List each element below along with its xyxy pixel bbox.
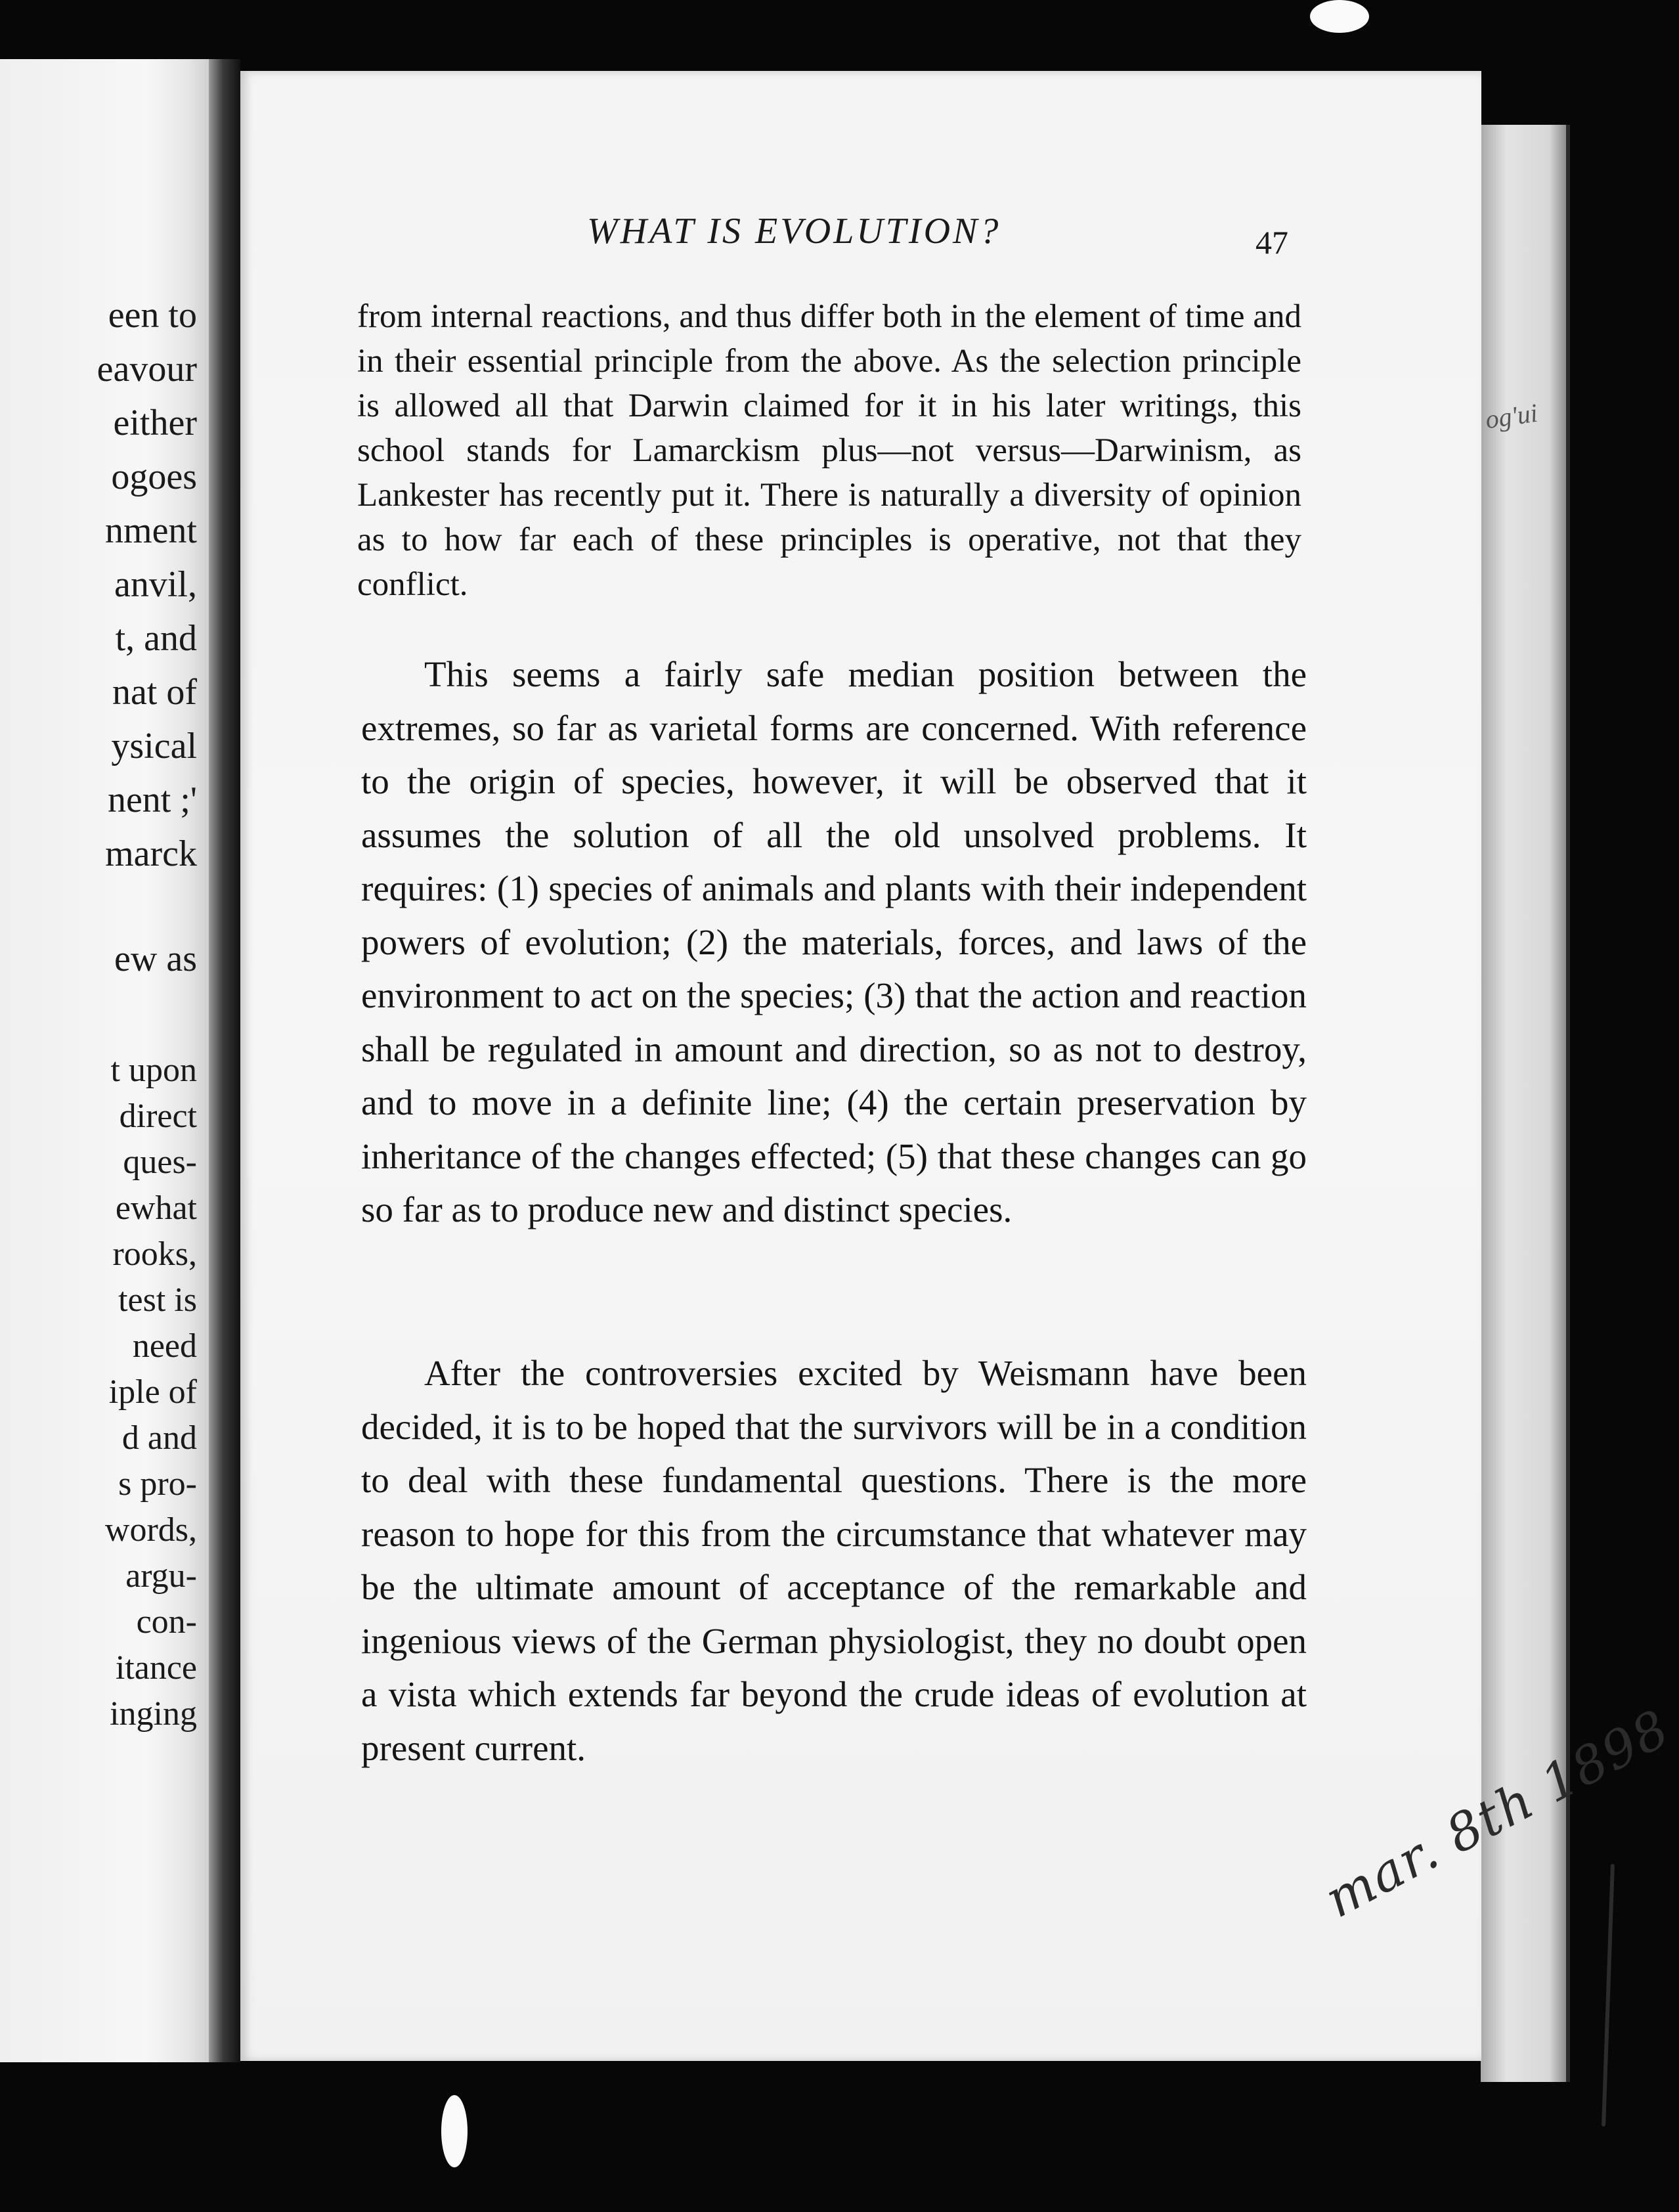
paragraph (361, 648, 1307, 1237)
facing-line: direct (119, 1097, 197, 1135)
facing-page-text (0, 59, 197, 2029)
scan-speck-icon (441, 2095, 468, 2167)
facing-line: ysical (111, 726, 197, 766)
facing-line: s pro- (118, 1465, 197, 1503)
facing-line: anvil, (114, 564, 197, 605)
facing-line: d and (121, 1419, 197, 1457)
handwritten-date-note: mar. 8th 1898 (1315, 1698, 1679, 1930)
facing-line: rooks, (112, 1235, 197, 1273)
facing-line: itance (115, 1649, 197, 1687)
facing-line: iple of (108, 1373, 197, 1411)
facing-line: words, (104, 1511, 197, 1549)
paragraph-text: from internal reactions, and thus differ both in the element of time and in their essential principle from the above. As the selection principle is allowed all that Darwin claimed for it in his later writings, this school stands for Lamarckism plus—not versus—Darwinism, as Lankester has recently put it. There is naturally a diversity of opinion as to how far each of these principles is operative, not that they conflict. (357, 298, 1301, 603)
facing-line: t upon (110, 1051, 197, 1089)
facing-line: nment (105, 510, 197, 551)
margin-scribble: og'ui (1483, 397, 1540, 435)
facing-line: t, and (115, 618, 197, 659)
book-gutter (209, 59, 240, 2062)
facing-page (0, 59, 209, 2062)
facing-line: either (113, 403, 197, 443)
running-head: WHAT IS EVOLUTION? (587, 211, 1001, 252)
facing-line: nat of (112, 672, 197, 713)
scan-speck-icon (1310, 0, 1369, 33)
paragraph-continued (357, 294, 1301, 607)
paragraph-text: This seems a fairly safe median position between the extremes, so far as varietal forms are concerned. With reference to the origin of species, however, it will be observed that it assumes the solution of all the old unsolved problems. It requires: (1) species of animals and plants with their independent powers of evolution; (2) the materials, forces, and laws of the environment to act on the species; (3) that the action and reaction shall be regulated in amount and direction, so as not to destroy, and to move in a definite line; (4) the certain preservation by inheritance of the changes effected; (5) that these changes can go so far as to produce new and distinct species. (361, 654, 1307, 1229)
facing-line: test is (118, 1281, 197, 1319)
facing-line: inging (110, 1695, 197, 1733)
paragraph (361, 1346, 1307, 1775)
facing-line: nent ;' (107, 780, 197, 820)
paragraph-text: After the controversies excited by Weismann have been decided, it is to be hoped that the survivors will be in a condition to deal with these fundamental questions. There is the more reason to hope for this from the circumstance that whatever may be the ultimate amount of acceptance of the remarkable and ingenious views of the German physiologist, they no doubt open a vista which extends far beyond the crude ideas of evolution at present current. (361, 1353, 1307, 1768)
page-number: 47 (1255, 224, 1288, 261)
facing-line: need (132, 1327, 197, 1365)
facing-line: ogoes (111, 456, 197, 497)
facing-line: ques- (123, 1143, 197, 1181)
facing-line: argu- (125, 1557, 197, 1595)
facing-line: marck (105, 833, 197, 874)
facing-line: ew as (114, 939, 197, 979)
facing-line: con- (136, 1603, 197, 1641)
handwritten-margin-line (1602, 1864, 1615, 2127)
facing-line: ewhat (115, 1189, 197, 1227)
facing-line: een to (108, 295, 197, 336)
facing-line: eavour (97, 349, 197, 389)
